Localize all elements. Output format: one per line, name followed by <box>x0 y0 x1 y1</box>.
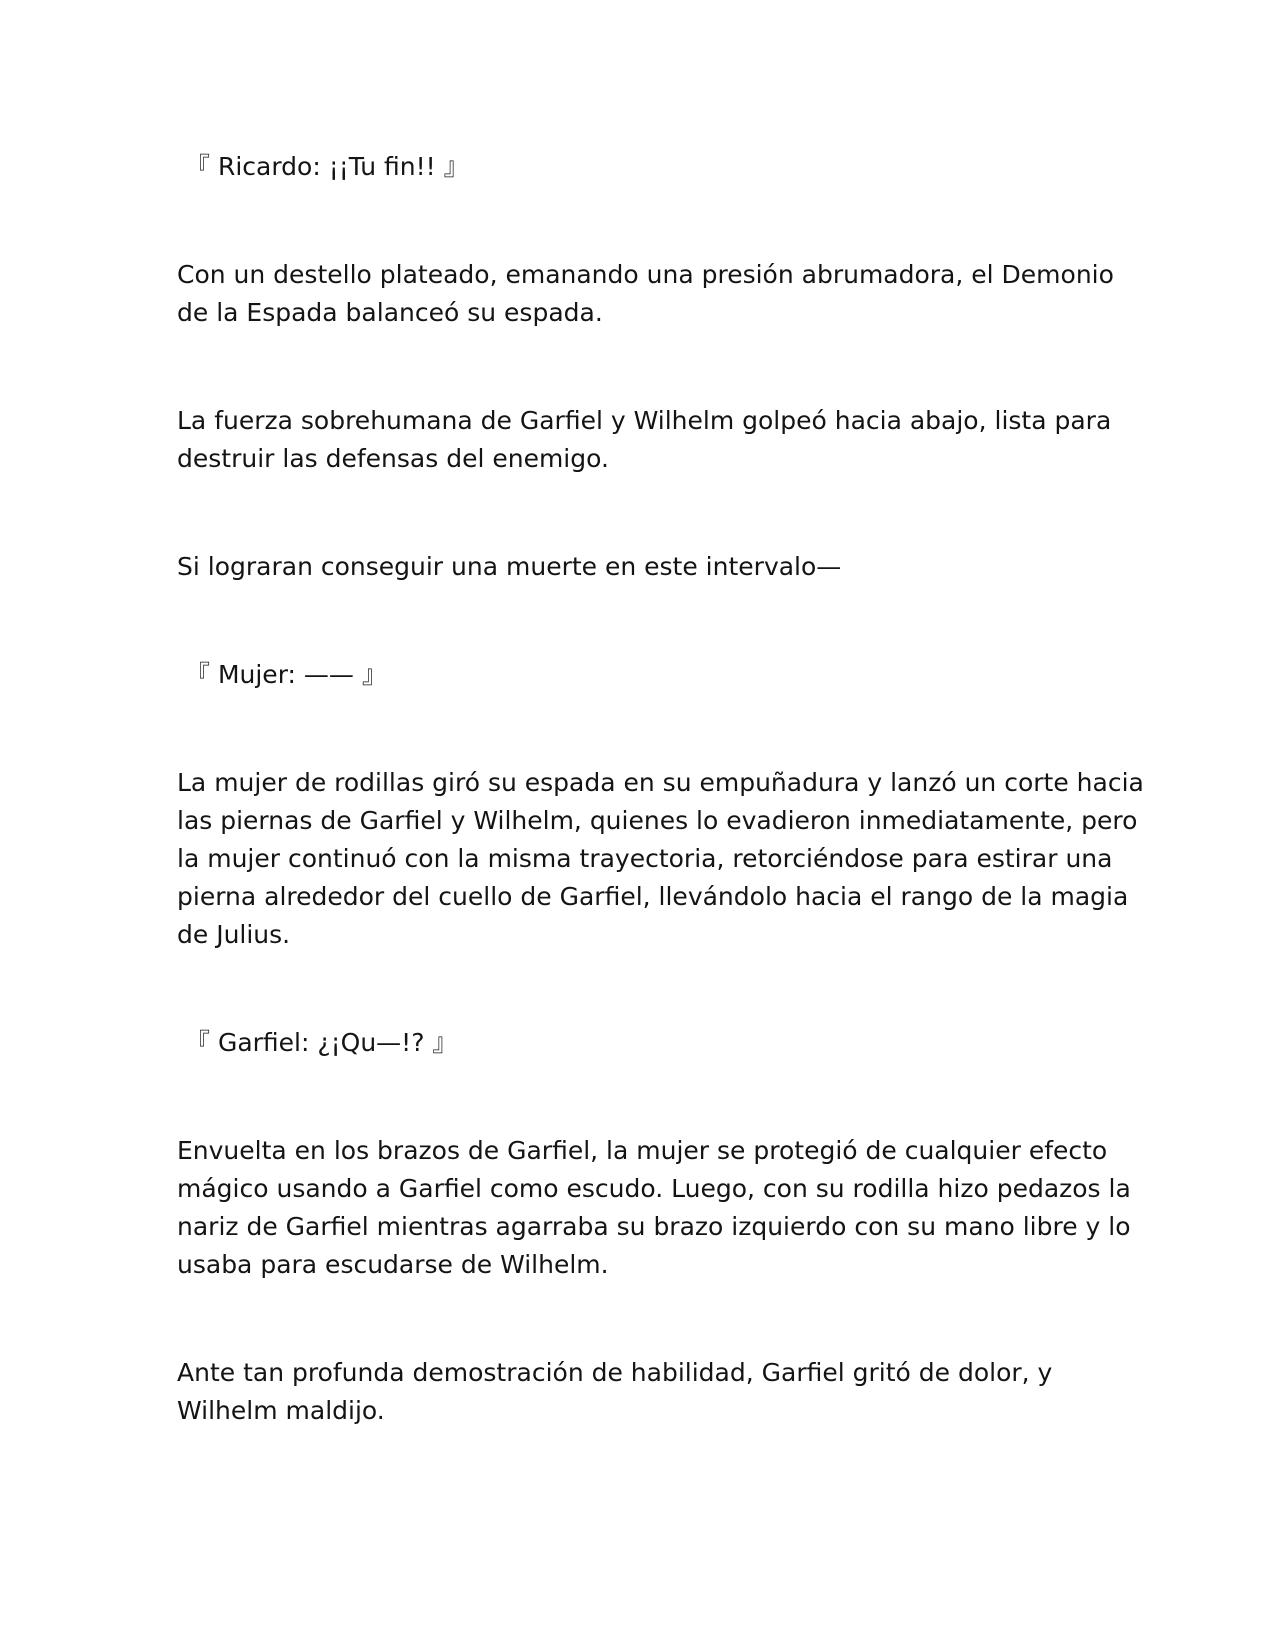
paragraph-line: mágico usando a Garfiel como escudo. Luego, con su rodilla hizo pedazos la <box>177 1174 1131 1203</box>
dialog-line-ricardo: 『 Ricardo: ¡¡Tu fin!! 』 <box>185 152 469 181</box>
paragraph-line: pierna alrededor del cuello de Garfiel, llevándolo hacia el rango de la magia <box>177 882 1129 911</box>
paragraph-line: nariz de Garfiel mientras agarraba su brazo izquierdo con su mano libre y lo <box>177 1212 1131 1241</box>
paragraph-line: usaba para escudarse de Wilhelm. <box>177 1250 609 1279</box>
dialog-line-garfiel: 『 Garfiel: ¿¡Qu—!? 』 <box>185 1028 458 1057</box>
paragraph-line: Con un destello plateado, emanando una presión abrumadora, el Demonio <box>177 260 1114 289</box>
paragraph-line: Ante tan profunda demostración de habilidad, Garfiel gritó de dolor, y <box>177 1358 1053 1387</box>
paragraph-line: Envuelta en los brazos de Garfiel, la mujer se protegió de cualquier efecto <box>177 1136 1108 1165</box>
paragraph-line: Wilhelm maldijo. <box>177 1396 385 1425</box>
paragraph-line: de Julius. <box>177 920 291 949</box>
paragraph-line: las piernas de Garfiel y Wilhelm, quienes lo evadieron inmediatamente, pero <box>177 806 1138 835</box>
paragraph-line: La fuerza sobrehumana de Garfiel y Wilhelm golpeó hacia abajo, lista para <box>177 406 1112 435</box>
paragraph-line: la mujer continuó con la misma trayectoria, retorciéndose para estirar una <box>177 844 1113 873</box>
paragraph-line: La mujer de rodillas giró su espada en su empuñadura y lanzó un corte hacia <box>177 768 1144 797</box>
paragraph-line: Si lograran conseguir una muerte en este intervalo— <box>177 552 842 581</box>
paragraph-line: destruir las defensas del enemigo. <box>177 444 609 473</box>
dialog-line-mujer: 『 Mujer: —— 』 <box>185 660 387 689</box>
paragraph-line: de la Espada balanceó su espada. <box>177 298 603 327</box>
